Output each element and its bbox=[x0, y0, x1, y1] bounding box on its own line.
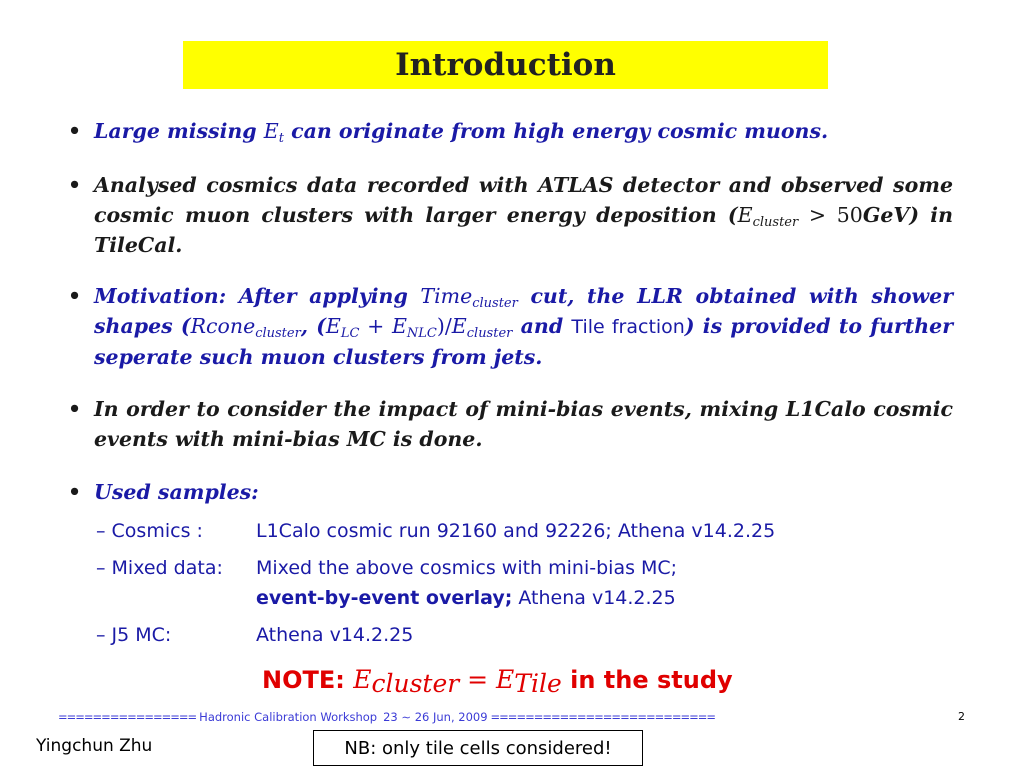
footer-workshop: Hadronic Calibration Workshop bbox=[199, 710, 378, 724]
author-name: Yingchun Zhu bbox=[36, 736, 153, 756]
title-banner bbox=[183, 41, 828, 89]
bullet-missing-et: • Large missing $E_t$ can originate from high energy cosmic muons. bbox=[68, 116, 953, 146]
footer-bar: ================ Hadronic Calibration Workshop 23 ∼ 26 Jun, 2009 ========================== bbox=[58, 710, 716, 724]
bullet-analysed-cosmics: • Analysed cosmics data recorded with ATLAS detector and observed some cosmic muon clusters with larger energy deposition $(E_{cluster} > 50GeV)$ in TileCal. bbox=[68, 170, 953, 260]
bullet-dot-icon: • bbox=[68, 397, 82, 421]
slide-title: Introduction bbox=[395, 47, 616, 83]
bullet-dot-icon: • bbox=[68, 173, 82, 197]
bullet-dot-icon: • bbox=[68, 284, 82, 308]
footer-dates: 23 ∼ 26 Jun, 2009 bbox=[383, 710, 488, 724]
note-line: NOTE: $E_{cluster} = E_{Tile}$ in the study bbox=[262, 665, 733, 698]
bullet-motivation: • Motivation: After applying Time$_{cluster}$ cut, the LLR obtained with shower shapes (Rcone$_{cluster}$, $(E_{LC} + E_{NLC})/E_{cluster}$ and Tile fraction) is provided to further seperate such muon clusters from jets. bbox=[68, 281, 953, 372]
bullet-mini-bias: • In order to consider the impact of mini-bias events, mixing L1Calo cosmic events with mini-bias MC is done. bbox=[68, 394, 953, 454]
bullet-dot-icon: • bbox=[68, 119, 82, 143]
bullet-used-samples: • Used samples: bbox=[68, 477, 953, 507]
bullet-dot-icon: • bbox=[68, 480, 82, 504]
page-number: 2 bbox=[958, 710, 965, 723]
nb-callout-box: NB: only tile cells considered! bbox=[313, 730, 643, 766]
